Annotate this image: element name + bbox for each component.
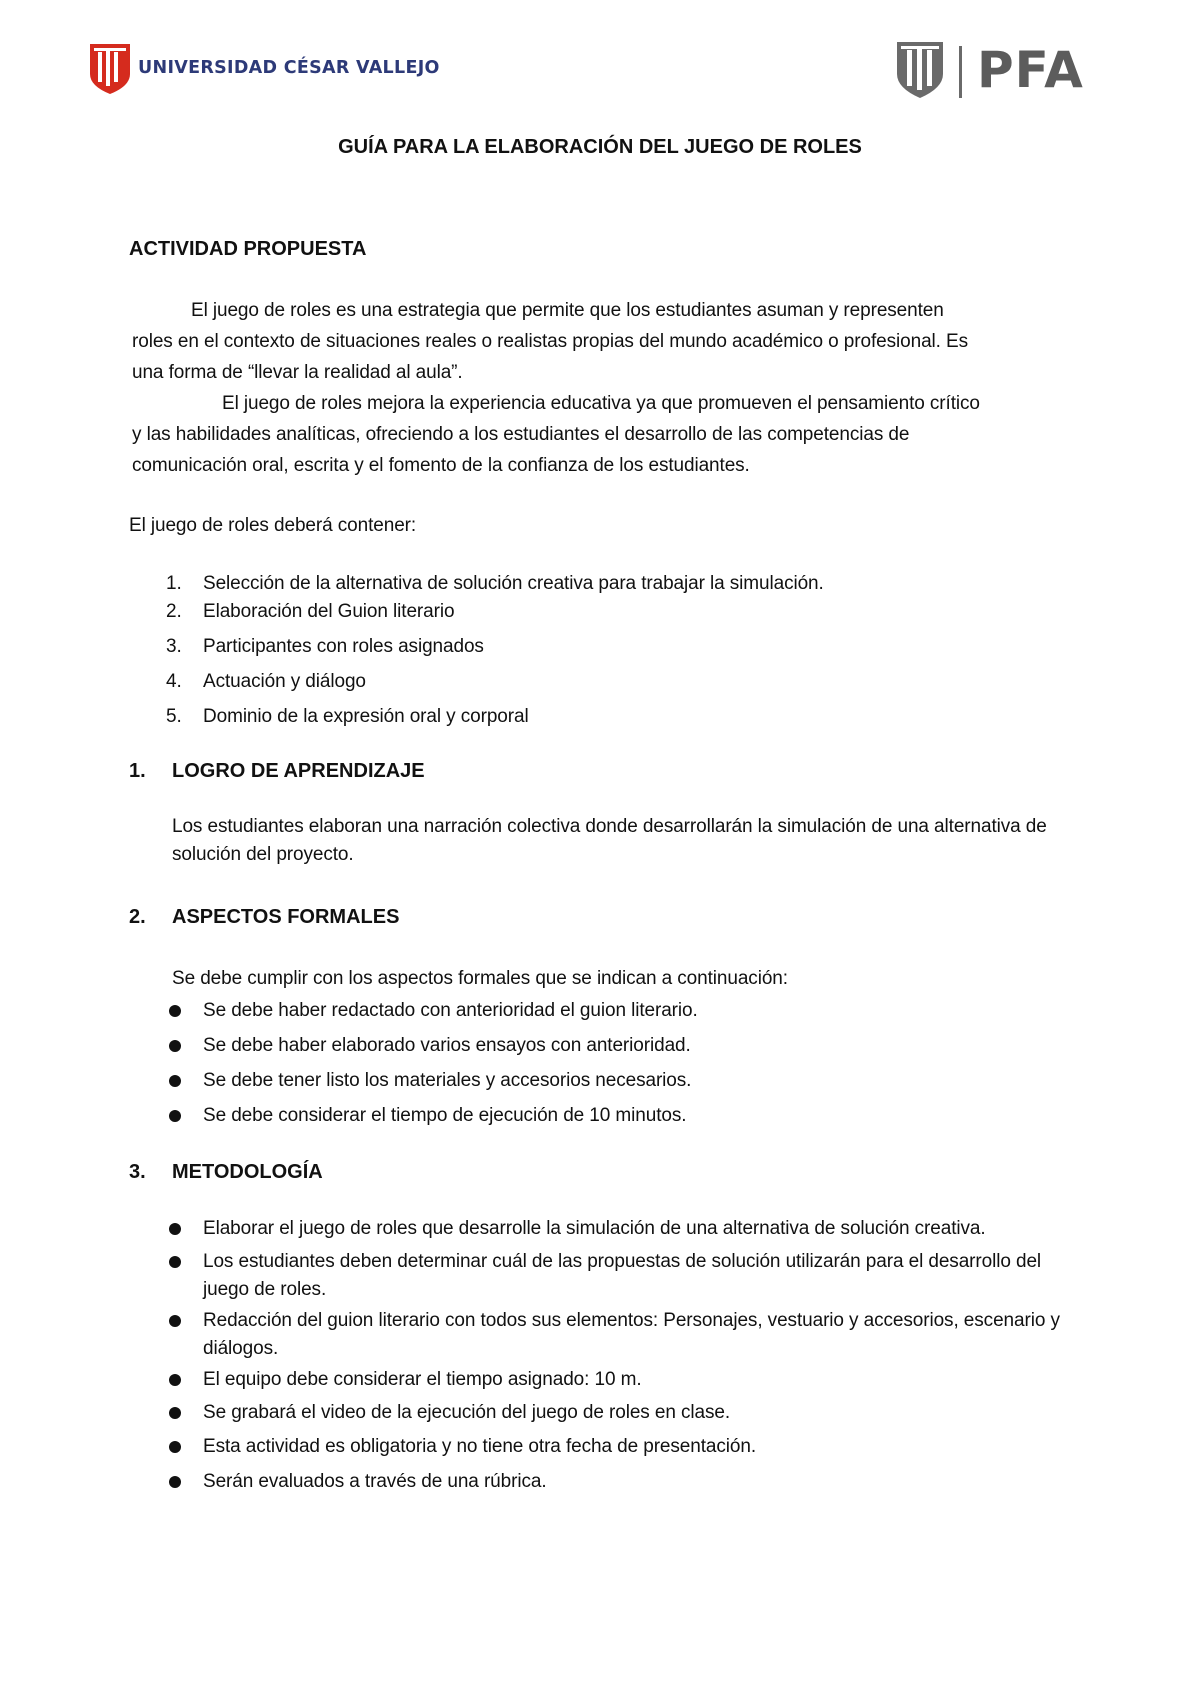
section-1-body-line-2: solución del proyecto.	[172, 844, 354, 865]
list-item: Esta actividad es obligatoria y no tiene otra fecha de presentación.	[203, 1436, 756, 1457]
bullet-icon	[169, 1476, 181, 1488]
bullet-icon	[169, 1075, 181, 1087]
list-item: Se grabará el video de la ejecución del juego de roles en clase.	[203, 1402, 731, 1423]
list-item: Selección de la alternativa de solución creativa para trabajar la simulación.	[203, 573, 824, 594]
list-item-continuation: juego de roles.	[203, 1279, 327, 1300]
pfa-shield-icon	[895, 38, 945, 100]
section-2-intro: Se debe cumplir con los aspectos formales que se indican a continuación:	[172, 968, 788, 989]
bullet-icon	[169, 1005, 181, 1017]
list-item: El equipo debe considerar el tiempo asignado: 10 m.	[203, 1369, 642, 1390]
pfa-divider	[959, 46, 962, 98]
bullet-icon	[169, 1256, 181, 1268]
list-item-number: 5.	[166, 706, 182, 727]
list-item-continuation: diálogos.	[203, 1338, 279, 1359]
section-1-body-line-1: Los estudiantes elaboran una narración colectiva donde desarrollarán la simulación de una alternativa de	[172, 816, 1047, 837]
activity-paragraph-2-line-2: y las habilidades analíticas, ofreciendo a los estudiantes el desarrollo de las competencias de	[132, 424, 910, 445]
bullet-icon	[169, 1110, 181, 1122]
list-item: Se debe tener listo los materiales y accesorios necesarios.	[203, 1070, 692, 1091]
bullet-icon	[169, 1374, 181, 1386]
list-item-number: 1.	[166, 573, 182, 594]
bullet-icon	[169, 1315, 181, 1327]
section-1-heading: LOGRO DE APRENDIZAJE	[172, 760, 425, 782]
ucv-logo-text: UNIVERSIDAD CÉSAR VALLEJO	[138, 58, 440, 78]
list-item: Participantes con roles asignados	[203, 636, 484, 657]
section-3-heading: METODOLOGÍA	[172, 1161, 323, 1183]
list-item: Actuación y diálogo	[203, 671, 366, 692]
list-item: Redacción del guion literario con todos sus elementos: Personajes, vestuario y accesorios, escenario y	[203, 1310, 1060, 1331]
bullet-icon	[169, 1040, 181, 1052]
list-item: Se debe haber redactado con anterioridad el guion literario.	[203, 1000, 698, 1021]
activity-paragraph-2-line-3: comunicación oral, escrita y el fomento de la confianza de los estudiantes.	[132, 455, 750, 476]
list-item-number: 2.	[166, 601, 182, 622]
section-3-number: 3.	[129, 1161, 146, 1183]
list-item: Se debe considerar el tiempo de ejecución de 10 minutos.	[203, 1105, 687, 1126]
list-item: Dominio de la expresión oral y corporal	[203, 706, 529, 727]
activity-paragraph-1-line-2: roles en el contexto de situaciones reales o realistas propias del mundo académico o profesional. Es	[132, 331, 968, 352]
activity-paragraph-1-line-1: El juego de roles es una estrategia que permite que los estudiantes asuman y representen	[191, 300, 944, 321]
list-item: Elaborar el juego de roles que desarrolle la simulación de una alternativa de solución creativa.	[203, 1218, 986, 1239]
bullet-icon	[169, 1441, 181, 1453]
page-title: GUÍA PARA LA ELABORACIÓN DEL JUEGO DE ROLES	[338, 136, 862, 158]
bullet-icon	[169, 1407, 181, 1419]
activity-heading: ACTIVIDAD PROPUESTA	[129, 238, 367, 260]
activity-paragraph-2-line-1: El juego de roles mejora la experiencia educativa ya que promueven el pensamiento crítico	[222, 393, 980, 414]
list-item-number: 3.	[166, 636, 182, 657]
list-item: Elaboración del Guion literario	[203, 601, 455, 622]
activity-paragraph-1-line-3: una forma de “llevar la realidad al aula”.	[132, 362, 463, 383]
list-item: Los estudiantes deben determinar cuál de las propuestas de solución utilizarán para el desarrollo del	[203, 1251, 1042, 1272]
section-2-number: 2.	[129, 906, 146, 928]
ucv-logo	[88, 40, 440, 96]
list-item: Se debe haber elaborado varios ensayos con anterioridad.	[203, 1035, 691, 1056]
contents-intro: El juego de roles deberá contener:	[129, 515, 417, 536]
pfa-logo-text: PFA	[977, 41, 1084, 99]
list-item-number: 4.	[166, 671, 182, 692]
ucv-shield-icon	[88, 40, 132, 96]
section-1-number: 1.	[129, 760, 146, 782]
section-2-heading: ASPECTOS FORMALES	[172, 906, 400, 928]
bullet-icon	[169, 1223, 181, 1235]
list-item: Serán evaluados a través de una rúbrica.	[203, 1471, 547, 1492]
